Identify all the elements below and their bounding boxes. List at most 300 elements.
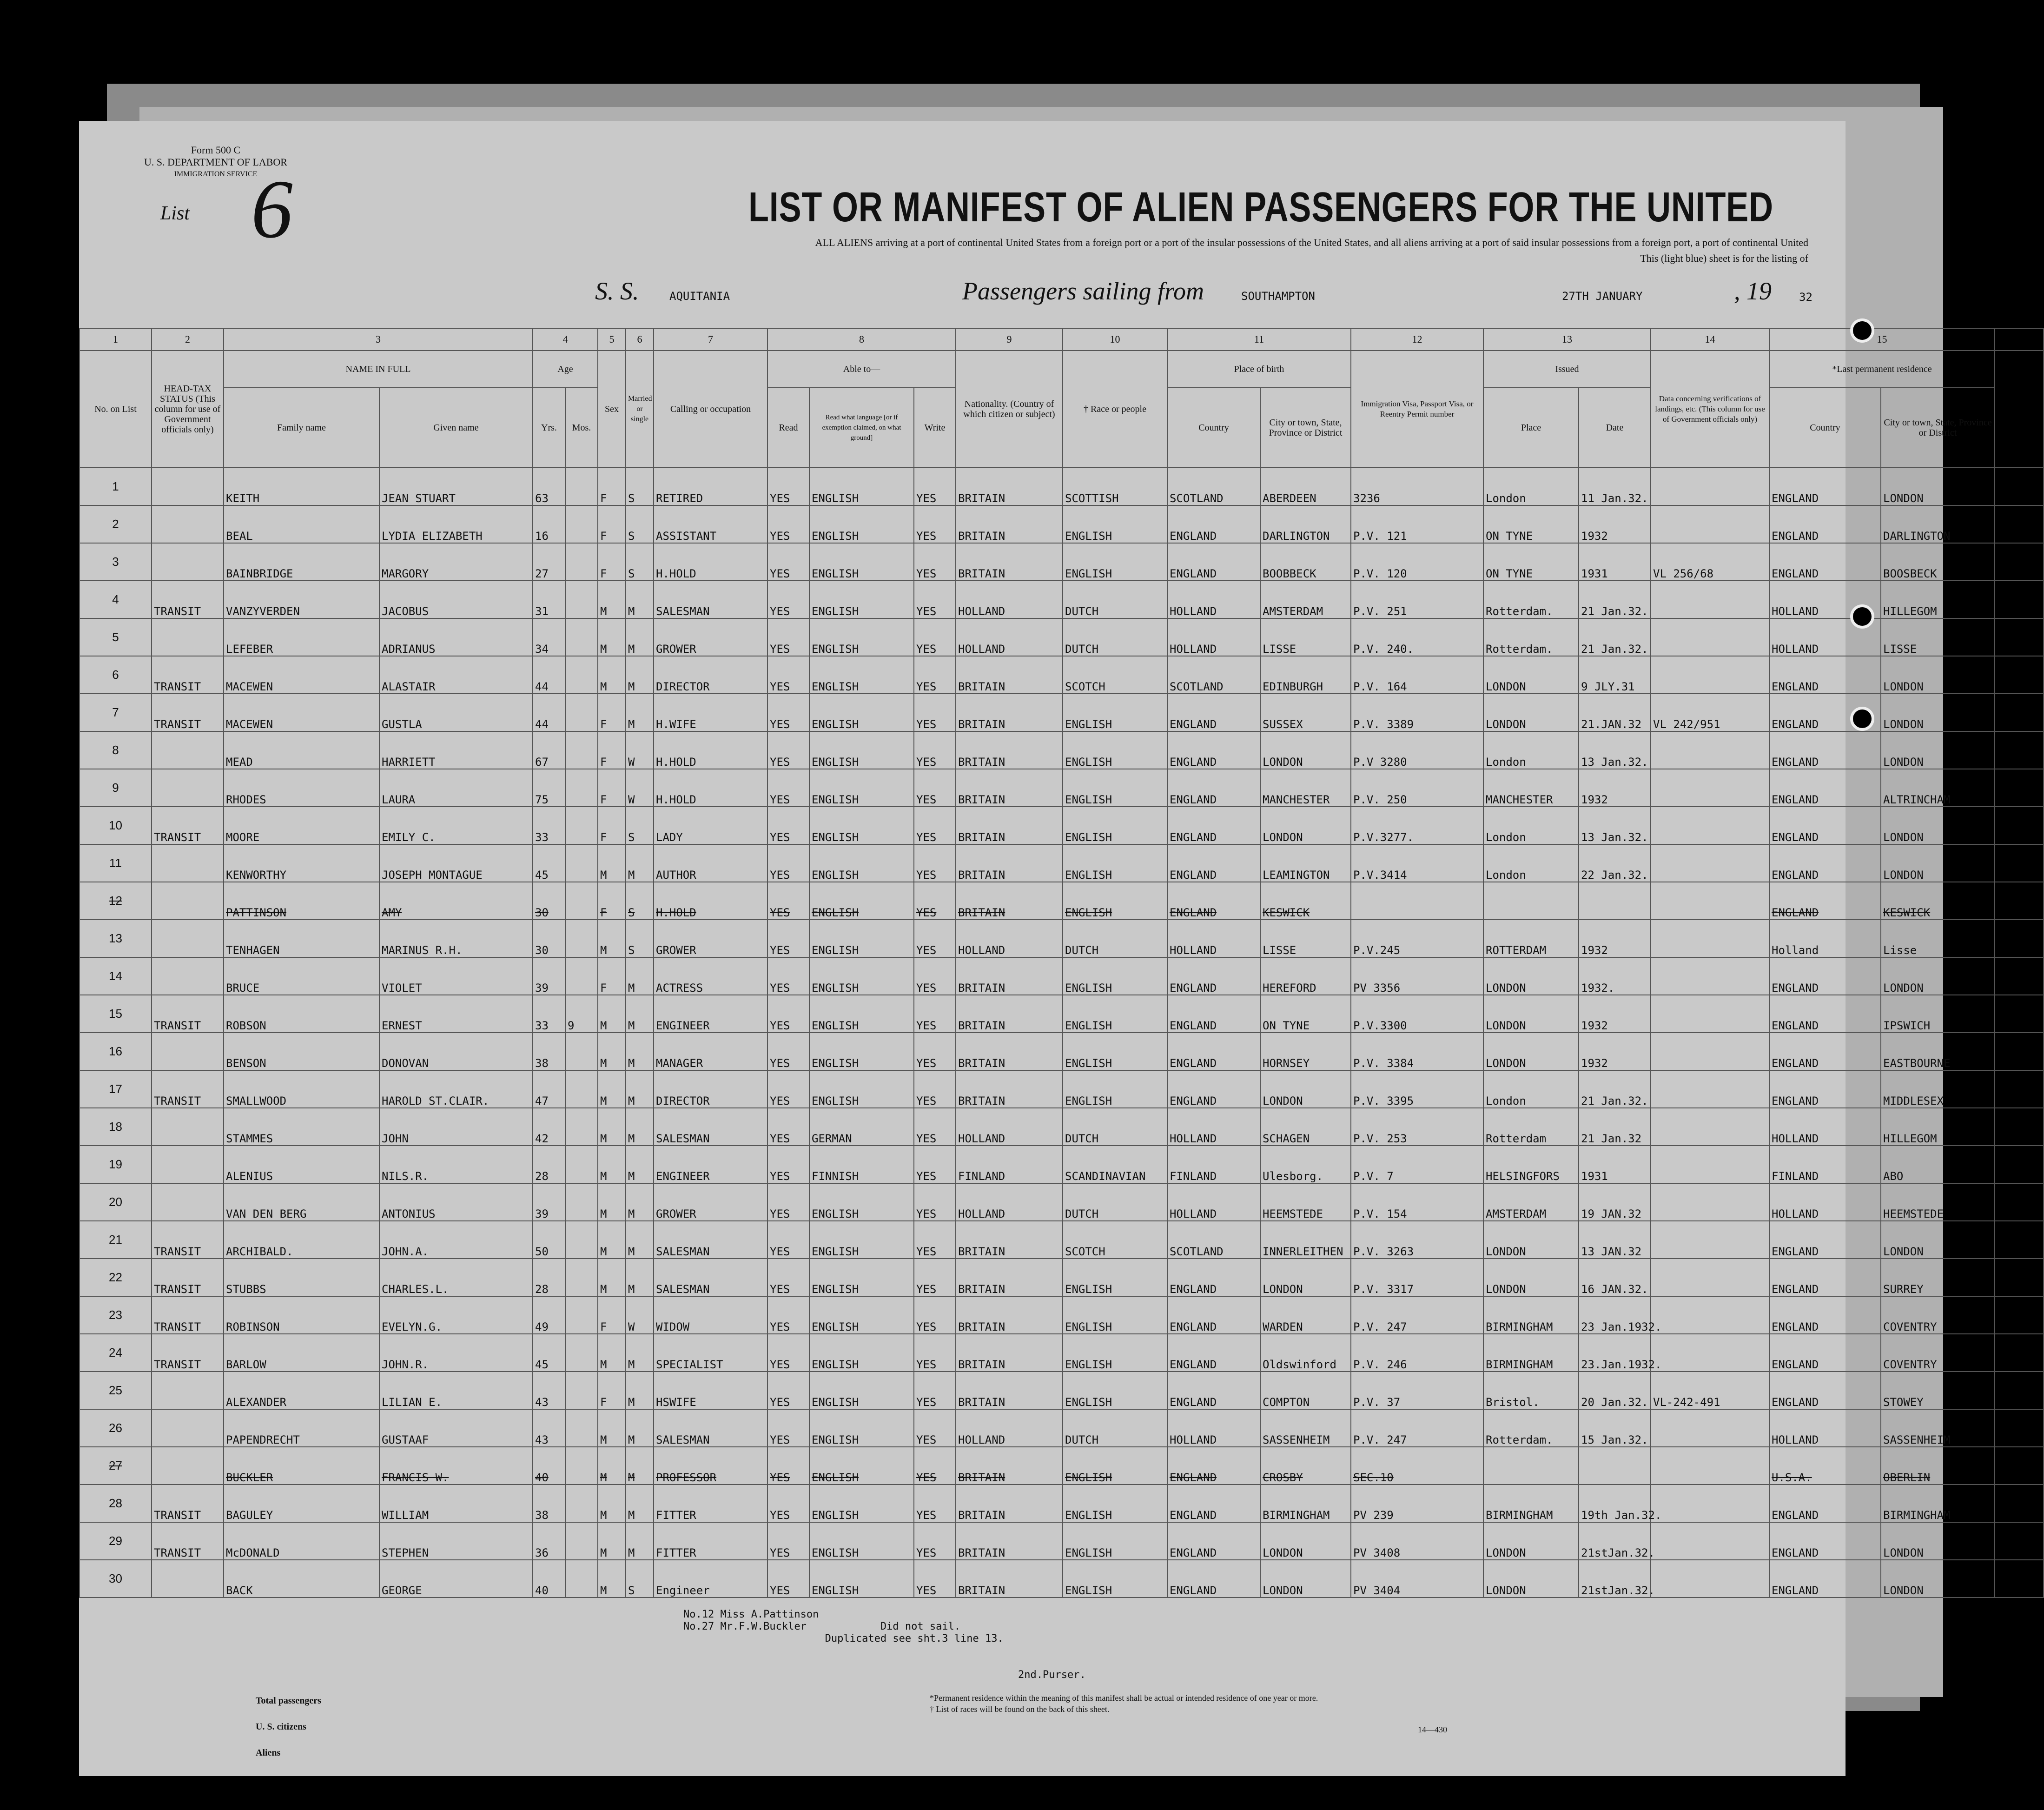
cell-write: YES (914, 1334, 956, 1372)
cell-given: ANTONIUS (379, 1183, 533, 1221)
cell-verif (1651, 656, 1769, 694)
cell-ms: M (626, 1070, 654, 1108)
cell-mos (565, 1447, 598, 1485)
cell-no: 18 (79, 1108, 152, 1146)
passenger-row (79, 656, 2044, 694)
cell-rcountry: ENGLAND (1769, 844, 1881, 882)
cell-bcountry: ENGLAND (1167, 882, 1260, 920)
cell-write: YES (914, 1183, 956, 1221)
cell-rcity: LONDON (1881, 844, 1995, 882)
cell-nat: BRITAIN (956, 694, 1063, 731)
cell-rcity: ABO (1881, 1146, 1995, 1183)
cell-ms: S (626, 882, 654, 920)
cell-rcountry: ENGLAND (1769, 694, 1881, 731)
cell-family: RHODES (224, 769, 379, 807)
cell-given: GEORGE (379, 1560, 533, 1598)
cell-given: CHARLES.L. (379, 1259, 533, 1296)
cell-margin (1995, 581, 2044, 618)
cell-bcountry: HOLLAND (1167, 1409, 1260, 1447)
cell-rcountry: ENGLAND (1769, 1296, 1881, 1334)
cell-lang: ENGLISH (809, 1296, 914, 1334)
cell-write: YES (914, 995, 956, 1033)
cell-verif (1651, 505, 1769, 543)
cell-verif (1651, 1146, 1769, 1183)
cell-margin (1995, 1259, 2044, 1296)
cell-iplace: LONDON (1483, 995, 1579, 1033)
cell-verif (1651, 957, 1769, 995)
cell-race: ENGLISH (1063, 1372, 1167, 1409)
cell-bcity: LONDON (1260, 731, 1351, 769)
cell-rcity: LONDON (1881, 694, 1995, 731)
cell-tax: TRANSIT (152, 581, 224, 618)
sailing-date: 27TH JANUARY (1562, 290, 1643, 303)
cell-lang: ENGLISH (809, 1221, 914, 1259)
cell-rcountry: HOLLAND (1769, 1409, 1881, 1447)
cell-rcity: BIRMINGHAM (1881, 1485, 1995, 1522)
cell-family: BUCKLER (224, 1447, 379, 1485)
cell-family: BENSON (224, 1033, 379, 1070)
cell-verif (1651, 807, 1769, 844)
form-number: Form 500 C (191, 144, 241, 156)
cell-rcity: LONDON (1881, 656, 1995, 694)
cell-bcountry: HOLLAND (1167, 581, 1260, 618)
cell-no: 30 (79, 1560, 152, 1598)
cell-no: 10 (79, 807, 152, 844)
cell-no: 14 (79, 957, 152, 995)
cell-tax: TRANSIT (152, 807, 224, 844)
cell-rcity: SASSENHEIM (1881, 1409, 1995, 1447)
cell-tax: TRANSIT (152, 1070, 224, 1108)
cell-nat: BRITAIN (956, 1334, 1063, 1372)
cell-iplace: Rotterdam. (1483, 1409, 1579, 1447)
cell-margin (1995, 1560, 2044, 1598)
cell-verif (1651, 844, 1769, 882)
cell-race: ENGLISH (1063, 1447, 1167, 1485)
cell-bcountry: HOLLAND (1167, 618, 1260, 656)
cell-margin (1995, 656, 2044, 694)
cell-idate: 13 JAN.32 (1579, 1221, 1651, 1259)
cell-yrs: 39 (533, 957, 565, 995)
cell-ms: M (626, 1146, 654, 1183)
cell-rcity: LONDON (1881, 957, 1995, 995)
cell-read: YES (767, 1560, 809, 1598)
cell-tax (152, 1108, 224, 1146)
cell-nat: BRITAIN (956, 543, 1063, 581)
cell-bcity: LONDON (1260, 1522, 1351, 1560)
cell-rcountry: FINLAND (1769, 1146, 1881, 1183)
cell-rcity: LISSE (1881, 618, 1995, 656)
cell-occ: GROWER (654, 920, 767, 957)
cell-family: BEAL (224, 505, 379, 543)
cell-yrs: 33 (533, 807, 565, 844)
cell-write: YES (914, 1108, 956, 1146)
cell-tax (152, 1372, 224, 1409)
cell-ms: M (626, 995, 654, 1033)
cell-occ: H.HOLD (654, 543, 767, 581)
cell-iplace: LONDON (1483, 1221, 1579, 1259)
cell-bcountry: ENGLAND (1167, 1070, 1260, 1108)
cell-nat: BRITAIN (956, 1296, 1063, 1334)
cell-rcity: COVENTRY (1881, 1334, 1995, 1372)
cell-ms: W (626, 731, 654, 769)
cell-lang: ENGLISH (809, 769, 914, 807)
cell-idate: 16 JAN.32. (1579, 1259, 1651, 1296)
cell-family: ALENIUS (224, 1146, 379, 1183)
cell-idate: 13 Jan.32. (1579, 807, 1651, 844)
cell-write: YES (914, 694, 956, 731)
passenger-row (79, 468, 2044, 505)
punch-hole (1850, 707, 1874, 731)
cell-given: STEPHEN (379, 1522, 533, 1560)
cell-sex: M (598, 920, 626, 957)
cell-visa: SEC.10 (1351, 1447, 1483, 1485)
cell-tax (152, 769, 224, 807)
cell-no: 17 (79, 1070, 152, 1108)
cell-no: 26 (79, 1409, 152, 1447)
cell-yrs: 44 (533, 656, 565, 694)
cell-occ: FITTER (654, 1522, 767, 1560)
cell-sex: M (598, 1221, 626, 1259)
cell-family: MACEWEN (224, 656, 379, 694)
cell-given: FRANCIS W. (379, 1447, 533, 1485)
cell-rcity: MIDDLESEX (1881, 1070, 1995, 1108)
cell-idate: 1932 (1579, 505, 1651, 543)
cell-yrs: 31 (533, 581, 565, 618)
cell-occ: HSWIFE (654, 1372, 767, 1409)
cell-race: ENGLISH (1063, 505, 1167, 543)
cell-sex: M (598, 1033, 626, 1070)
cell-no: 27 (79, 1447, 152, 1485)
cell-mos (565, 618, 598, 656)
cell-read: YES (767, 1146, 809, 1183)
cell-rcountry: ENGLAND (1769, 1334, 1881, 1372)
cell-family: MOORE (224, 807, 379, 844)
cell-rcity: ALTRINCHAM (1881, 769, 1995, 807)
cell-bcountry: ENGLAND (1167, 543, 1260, 581)
passenger-row (79, 1522, 2044, 1560)
cell-no: 28 (79, 1485, 152, 1522)
cell-race: DUTCH (1063, 618, 1167, 656)
cell-no: 20 (79, 1183, 152, 1221)
cell-read: YES (767, 769, 809, 807)
cell-iplace: ON TYNE (1483, 505, 1579, 543)
cell-no: 2 (79, 505, 152, 543)
cell-race: ENGLISH (1063, 543, 1167, 581)
cell-verif (1651, 618, 1769, 656)
cell-read: YES (767, 995, 809, 1033)
cell-bcountry: ENGLAND (1167, 1259, 1260, 1296)
cell-race: ENGLISH (1063, 844, 1167, 882)
passenger-rows (79, 468, 2044, 1598)
cell-idate: 21 Jan.32. (1579, 1070, 1651, 1108)
cell-mos (565, 731, 598, 769)
cell-bcity: Ulesborg. (1260, 1146, 1351, 1183)
cell-given: GUSTAAF (379, 1409, 533, 1447)
cell-occ: AUTHOR (654, 844, 767, 882)
cell-read: YES (767, 882, 809, 920)
cell-margin (1995, 1146, 2044, 1183)
cell-bcountry: HOLLAND (1167, 920, 1260, 957)
cell-family: SMALLWOOD (224, 1070, 379, 1108)
cell-mos (565, 1372, 598, 1409)
cell-verif (1651, 1259, 1769, 1296)
cell-race: ENGLISH (1063, 995, 1167, 1033)
cell-bcity: SUSSEX (1260, 694, 1351, 731)
cell-no: 5 (79, 618, 152, 656)
passenger-row (79, 920, 2044, 957)
cell-family: ROBINSON (224, 1296, 379, 1334)
cell-iplace (1483, 882, 1579, 920)
list-number: 6 (251, 163, 293, 255)
cell-read: YES (767, 1108, 809, 1146)
cell-nat: BRITAIN (956, 1070, 1063, 1108)
passenger-row (79, 1033, 2044, 1070)
cell-given: JOHN.A. (379, 1221, 533, 1259)
cell-margin (1995, 1108, 2044, 1146)
cell-no: 4 (79, 581, 152, 618)
cell-yrs: 47 (533, 1070, 565, 1108)
cell-tax: TRANSIT (152, 1296, 224, 1334)
cell-given: ALASTAIR (379, 656, 533, 694)
cell-margin (1995, 769, 2044, 807)
cell-lang: ENGLISH (809, 543, 914, 581)
passenger-row (79, 1334, 2044, 1372)
cell-visa: P.V. 3395 (1351, 1070, 1483, 1108)
cell-verif (1651, 1183, 1769, 1221)
cell-idate: 23 Jan.1932. (1579, 1296, 1651, 1334)
cell-no: 13 (79, 920, 152, 957)
cell-lang: ENGLISH (809, 581, 914, 618)
cell-visa: P.V. 251 (1351, 581, 1483, 618)
ship-name: AQUITANIA (669, 290, 730, 303)
cell-visa: P.V 3280 (1351, 731, 1483, 769)
cell-ms: M (626, 694, 654, 731)
cell-sex: F (598, 731, 626, 769)
cell-write: YES (914, 656, 956, 694)
cell-write: YES (914, 769, 956, 807)
cell-verif: VL 242/951 (1651, 694, 1769, 731)
cell-sex: F (598, 769, 626, 807)
cell-write: YES (914, 731, 956, 769)
cell-rcountry: HOLLAND (1769, 1108, 1881, 1146)
cell-idate: 1932 (1579, 769, 1651, 807)
cell-verif (1651, 1221, 1769, 1259)
cell-bcity: EDINBURGH (1260, 656, 1351, 694)
cell-sex: F (598, 807, 626, 844)
cell-idate: 1932 (1579, 920, 1651, 957)
cell-nat: HOLLAND (956, 618, 1063, 656)
cell-verif: VL-242-491 (1651, 1372, 1769, 1409)
cell-yrs: 16 (533, 505, 565, 543)
cell-race: ENGLISH (1063, 1259, 1167, 1296)
cell-idate: 19 JAN.32 (1579, 1183, 1651, 1221)
cell-sex: M (598, 1070, 626, 1108)
cell-visa: P.V. 3317 (1351, 1259, 1483, 1296)
cell-read: YES (767, 581, 809, 618)
cell-race: SCOTTISH (1063, 468, 1167, 505)
cell-lang: ENGLISH (809, 844, 914, 882)
cell-occ: H.HOLD (654, 731, 767, 769)
cell-rcity: KESWICK (1881, 882, 1995, 920)
cell-verif (1651, 1334, 1769, 1372)
passenger-row (79, 844, 2044, 882)
punch-hole (1850, 604, 1874, 629)
cell-race: ENGLISH (1063, 957, 1167, 995)
cell-yrs: 45 (533, 1334, 565, 1372)
passenger-row (79, 1485, 2044, 1522)
cell-mos (565, 882, 598, 920)
cell-race: ENGLISH (1063, 1560, 1167, 1598)
cell-write: YES (914, 1522, 956, 1560)
cell-write: YES (914, 1146, 956, 1183)
cell-tax (152, 844, 224, 882)
cell-tax (152, 1146, 224, 1183)
cell-sex: F (598, 694, 626, 731)
cell-given: EMILY C. (379, 807, 533, 844)
cell-sex: M (598, 1146, 626, 1183)
cell-idate: 19th Jan.32. (1579, 1485, 1651, 1522)
cell-rcountry: ENGLAND (1769, 1485, 1881, 1522)
cell-write: YES (914, 505, 956, 543)
cell-verif (1651, 1108, 1769, 1146)
cell-mos (565, 769, 598, 807)
cell-occ: LADY (654, 807, 767, 844)
cell-idate: 11 Jan.32. (1579, 468, 1651, 505)
cell-lang: ENGLISH (809, 1485, 914, 1522)
form-code: 14—430 (1418, 1725, 1447, 1734)
cell-tax (152, 1447, 224, 1485)
cell-mos (565, 1334, 598, 1372)
cell-race: ENGLISH (1063, 1522, 1167, 1560)
manifest-sheet (79, 121, 1992, 1776)
cell-rcountry: ENGLAND (1769, 995, 1881, 1033)
cell-sex: M (598, 581, 626, 618)
cell-rcountry: ENGLAND (1769, 882, 1881, 920)
voyage-line (516, 277, 1864, 314)
cell-read: YES (767, 731, 809, 769)
cell-verif (1651, 920, 1769, 957)
cell-occ: SALESMAN (654, 581, 767, 618)
cell-given: HAROLD ST.CLAIR. (379, 1070, 533, 1108)
cell-idate: 13 Jan.32. (1579, 731, 1651, 769)
cell-bcity: BIRMINGHAM (1260, 1485, 1351, 1522)
cell-ms: M (626, 1372, 654, 1409)
cell-yrs: 34 (533, 618, 565, 656)
cell-yrs: 30 (533, 920, 565, 957)
cell-ms: M (626, 1409, 654, 1447)
cell-lang: ENGLISH (809, 1183, 914, 1221)
cell-margin (1995, 920, 2044, 957)
cell-ms: W (626, 1296, 654, 1334)
cell-iplace: LONDON (1483, 694, 1579, 731)
cell-iplace (1483, 1447, 1579, 1485)
cell-visa: P.V.3277. (1351, 807, 1483, 844)
cell-verif (1651, 882, 1769, 920)
cell-yrs: 43 (533, 1372, 565, 1409)
cell-margin (1995, 995, 2044, 1033)
cell-bcountry: HOLLAND (1167, 1183, 1260, 1221)
cell-iplace: London (1483, 807, 1579, 844)
cell-mos (565, 1108, 598, 1146)
cell-sex: F (598, 505, 626, 543)
cell-tax: TRANSIT (152, 995, 224, 1033)
cell-verif (1651, 995, 1769, 1033)
cell-lang: ENGLISH (809, 920, 914, 957)
cell-bcity: LISSE (1260, 618, 1351, 656)
cell-tax (152, 1560, 224, 1598)
cell-yrs: 30 (533, 882, 565, 920)
cell-idate: 21 Jan.32 (1579, 1108, 1651, 1146)
cell-yrs: 36 (533, 1522, 565, 1560)
cell-lang: GERMAN (809, 1108, 914, 1146)
cell-read: YES (767, 1033, 809, 1070)
cell-race: ENGLISH (1063, 1070, 1167, 1108)
cell-margin (1995, 1221, 2044, 1259)
passenger-row (79, 1259, 2044, 1296)
cell-mos (565, 656, 598, 694)
cell-no: 9 (79, 769, 152, 807)
passenger-row (79, 694, 2044, 731)
cell-visa: P.V. 121 (1351, 505, 1483, 543)
cell-rcountry: HOLLAND (1769, 618, 1881, 656)
cell-iplace: LONDON (1483, 1259, 1579, 1296)
cell-rcity: DARLINGTON (1881, 505, 1995, 543)
cell-visa: P.V. 7 (1351, 1146, 1483, 1183)
cell-occ: SALESMAN (654, 1221, 767, 1259)
cell-rcity: LONDON (1881, 1560, 1995, 1598)
cell-race: ENGLISH (1063, 769, 1167, 807)
cell-mos (565, 694, 598, 731)
cell-rcity: LONDON (1881, 807, 1995, 844)
cell-write: YES (914, 543, 956, 581)
cell-given: GUSTLA (379, 694, 533, 731)
cell-verif (1651, 1447, 1769, 1485)
cell-read: YES (767, 1334, 809, 1372)
cell-lang: ENGLISH (809, 807, 914, 844)
cell-occ: ENGINEER (654, 995, 767, 1033)
cell-idate: 20 Jan.32. (1579, 1372, 1651, 1409)
cell-yrs: 40 (533, 1560, 565, 1598)
cell-write: YES (914, 1372, 956, 1409)
cell-race: ENGLISH (1063, 731, 1167, 769)
cell-iplace: HELSINGFORS (1483, 1146, 1579, 1183)
cell-read: YES (767, 543, 809, 581)
cell-given: ADRIANUS (379, 618, 533, 656)
cell-race: DUTCH (1063, 1108, 1167, 1146)
cell-visa (1351, 882, 1483, 920)
cell-race: DUTCH (1063, 1183, 1167, 1221)
cell-rcountry: ENGLAND (1769, 656, 1881, 694)
cell-sex: F (598, 882, 626, 920)
cell-write: YES (914, 920, 956, 957)
cell-rcity: STOWEY (1881, 1372, 1995, 1409)
cell-yrs: 40 (533, 1447, 565, 1485)
cell-rcountry: ENGLAND (1769, 505, 1881, 543)
cell-idate: 1931 (1579, 1146, 1651, 1183)
cell-tax (152, 618, 224, 656)
cell-verif (1651, 1560, 1769, 1598)
cell-tax: TRANSIT (152, 1522, 224, 1560)
cell-rcity: BOOSBECK (1881, 543, 1995, 581)
cell-nat: BRITAIN (956, 807, 1063, 844)
cell-iplace: MANCHESTER (1483, 769, 1579, 807)
cell-bcity: SASSENHEIM (1260, 1409, 1351, 1447)
cell-nat: BRITAIN (956, 844, 1063, 882)
cell-visa: PV 3404 (1351, 1560, 1483, 1598)
cell-idate: 15 Jan.32. (1579, 1409, 1651, 1447)
cell-lang: ENGLISH (809, 882, 914, 920)
cell-occ: H.HOLD (654, 769, 767, 807)
